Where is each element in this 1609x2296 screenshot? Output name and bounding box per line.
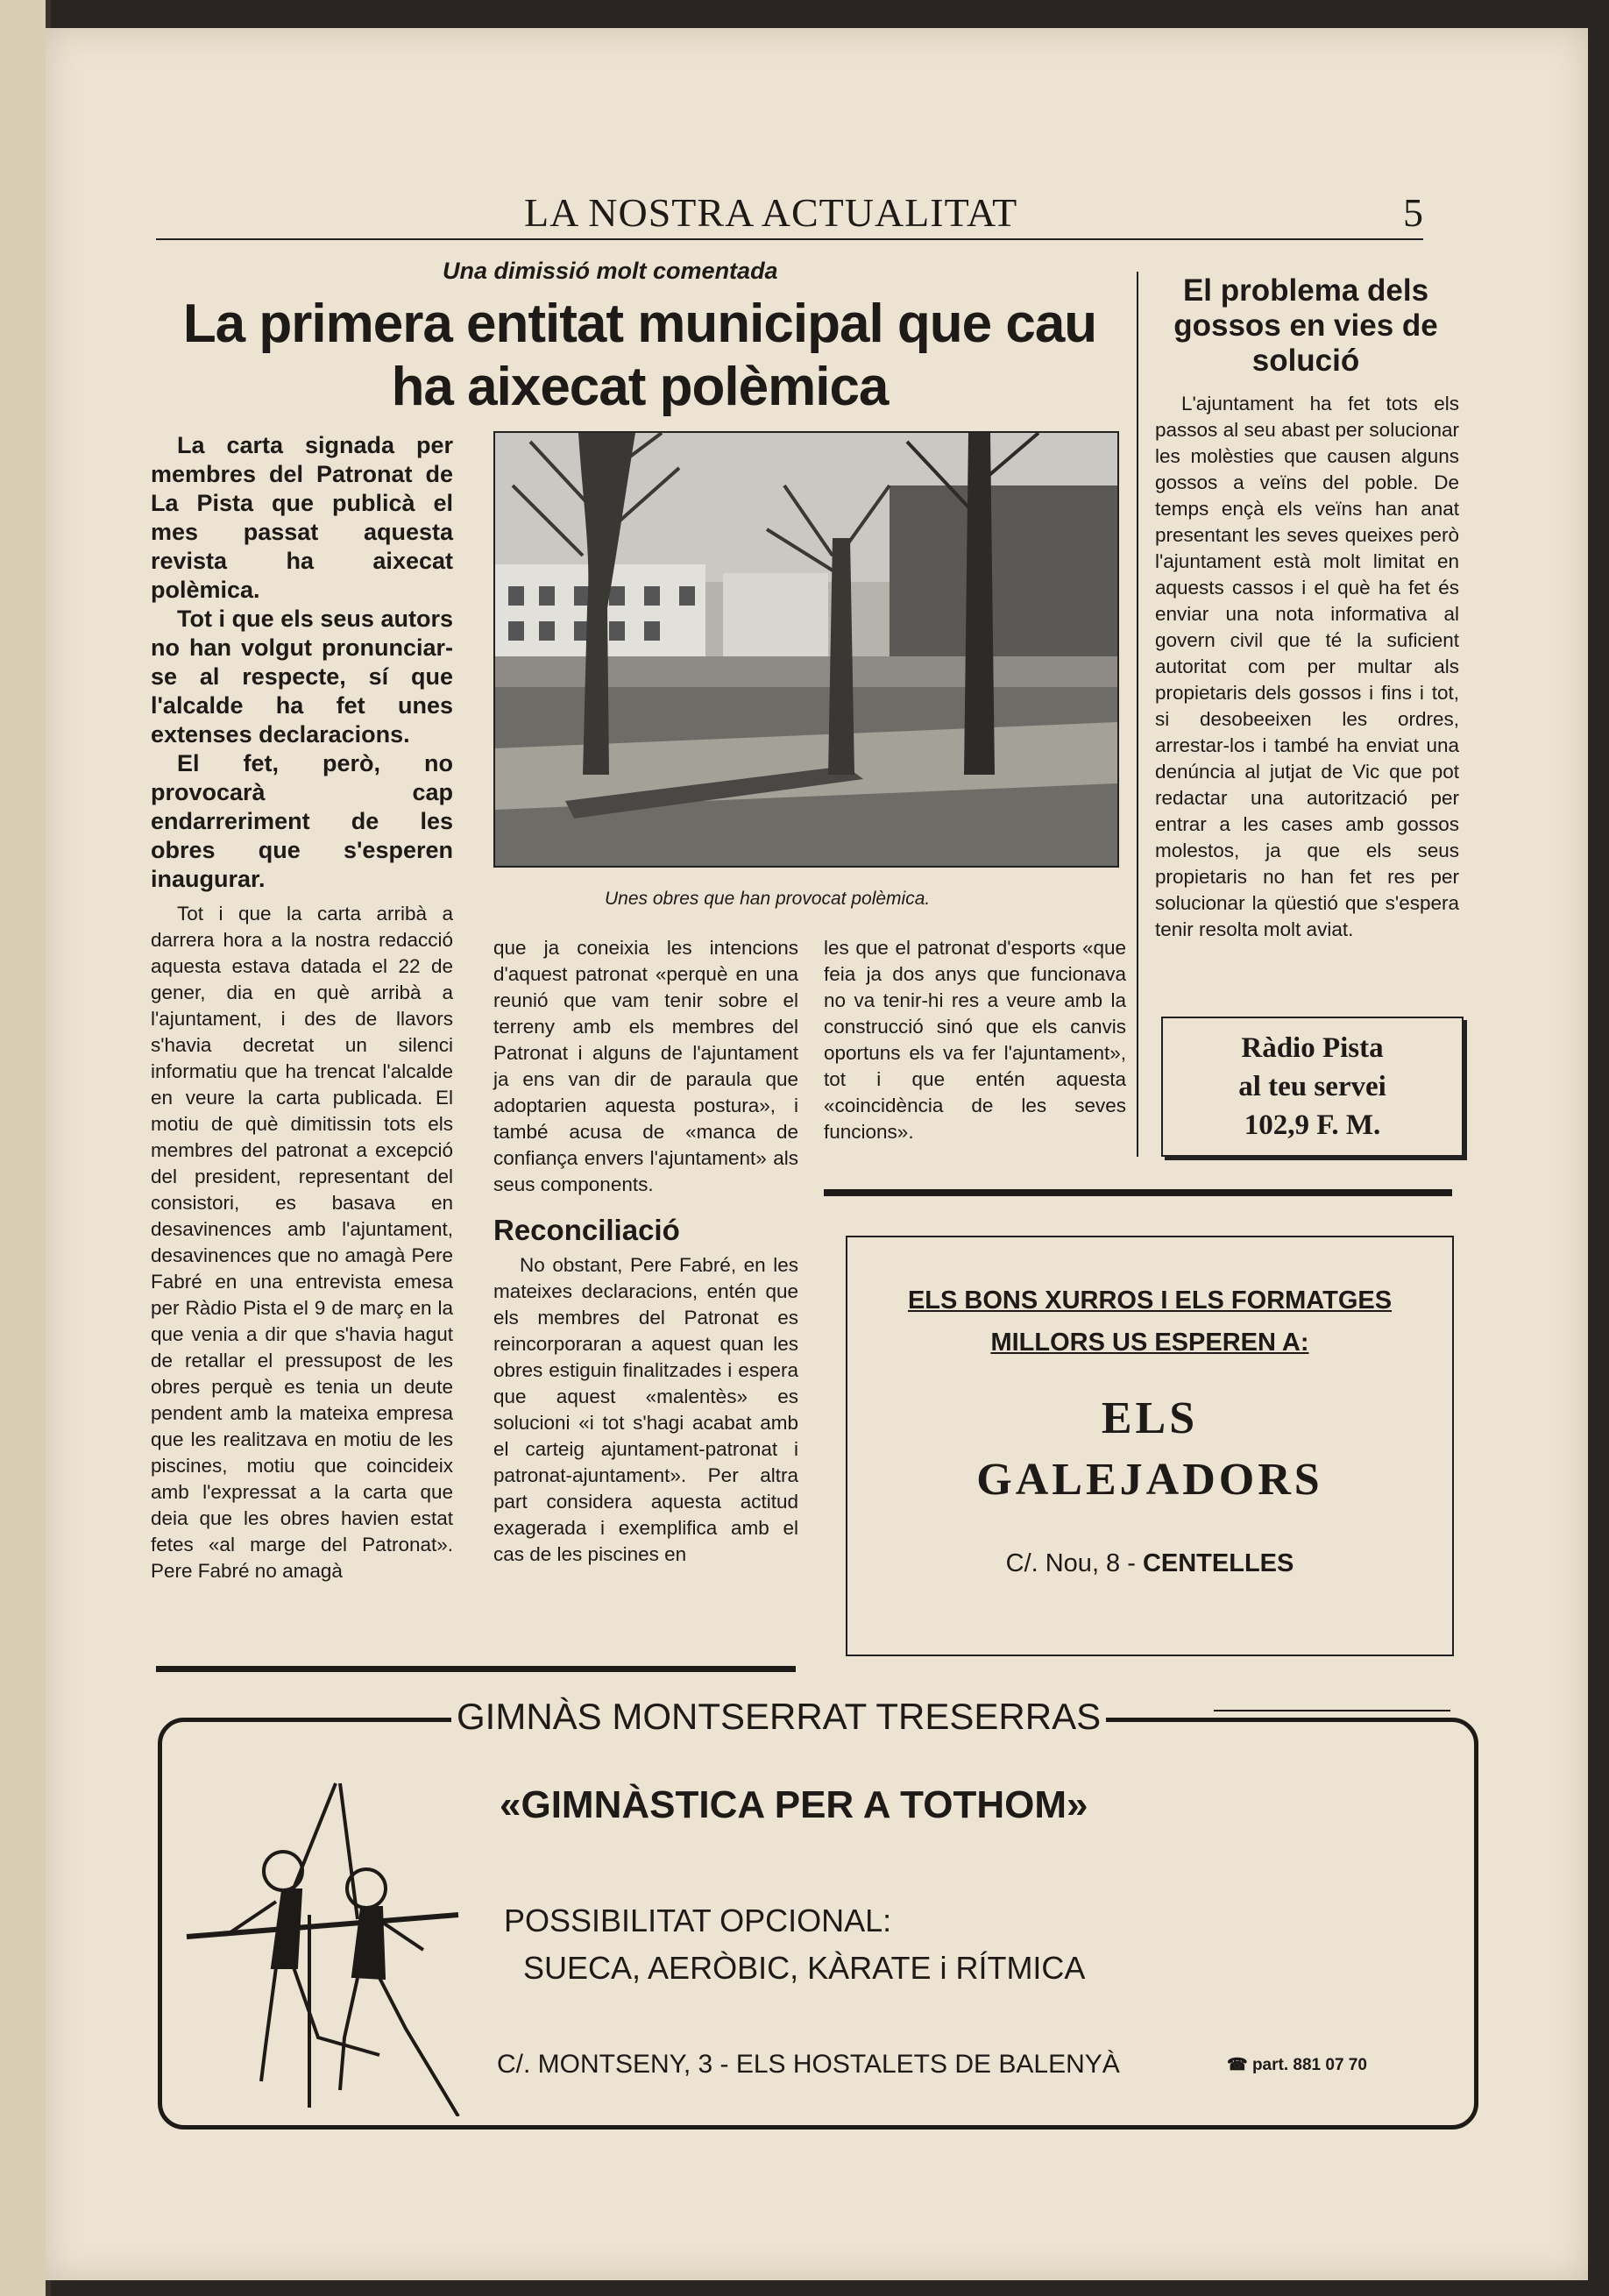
options-list: SUECA, AERÒBIC, KÀRATE i RÍTMICA [523,1950,1086,1986]
sidebar-article [1155,391,1459,943]
lead-paragraph: El fet, però, no provocarà cap endarreriment de les obres que s'esperen inaugurar. [151,750,453,892]
body-paragraph: L'ajuntament ha fet tots els passos al seu abast per solucionar les molèsties que causen alguns gossos a veïns del poble. De temps ençà els veïns han anat presentant les seves queixes però l'ajuntament està molt limitat en aquests cassos i el què ha fet és enviar una nota informativa al govern civil que té la suficient autoritat com per multar als propietaris dels gossos i fins i tot, si desobeeixen les ordres, arrestar-los i també ha enviat una denúncia al jutjat de Vic que pot redactar una autorització per entrar a les cases amb gossos molestos, ja que els seus propietaris no han fet res per solucionar la qüestió que s'espera tenir resolta molt aviat. [1155,393,1459,940]
body-paragraph: No obstant, Pere Fabré, en les mateixes declaracions, entén que els membres del Patronat es reincorporaran a aquest quan les obres estiguin finalitzades i espera que aquest «malentès» es solucioni «i tot s'hagi acabat amb el carteig ajuntament-patronat i patronat-ajuntament». Per altra part considera aquesta actitud exagerada i exemplifica amb el cas de les piscines en [493,1254,798,1565]
options-title: POSSIBILITAT OPCIONAL: [504,1903,892,1938]
section-subhead: Reconciliació [493,1214,680,1246]
radio-pista-ad [1161,1017,1464,1157]
ad-line: Ràdio Pista [1241,1032,1384,1064]
gym-phone [1227,2055,1367,2075]
lead-paragraph: La carta signada per membres del Patronat de La Pista que publicà el mes passat aquesta revista ha aixecat polèmica. [151,432,453,603]
page-header [156,186,1423,240]
gym-options [504,1897,1085,1992]
galejadors-ad [846,1236,1454,1656]
binding-gutter [0,0,51,2296]
gym-title: GIMNÀS MONTSERRAT TRESERRAS [451,1696,1106,1738]
ad-line: 102,9 F. M. [1244,1109,1381,1141]
ad-tagline [847,1279,1452,1364]
gym-address: C/. MONTSENY, 3 - ELS HOSTALETS DE BALENYÀ [497,2050,1120,2079]
construction-site-photo [495,433,1117,866]
telephone-icon: ☎ [1227,2056,1248,2074]
ad-line: ELS BONS XURROS I ELS FORMATGES [907,1286,1393,1315]
section-title: LA NOSTRA ACTUALITAT [524,190,1018,235]
body-paragraph: que ja coneixia les intencions d'aquest patronat «perquè en una reunió que vam tenir sobre el terreny amb els membres del Patronat i alguns de l'ajuntament ja ens van dir de paraula que adoptarien aquesta postura», i també acusa de «manca de confiança envers l'ajuntament» als seus components. [493,937,798,1195]
body-paragraph: Tot i que la carta arribà a darrera hora a la nostra redacció aquesta estava datada el 22 de gener, dia en què arribà a l'ajuntament, i des de llavors s'havia decretat un silenci informatiu que ha trencat l'alcalde en veure la carta publicada. El motiu de què dimitissin tots els membres del patronat a excepció del president, representant del consistori, es basava en desavinences amb l'ajuntament, desavinences que no amagà Pere Fabré en una entrevista emesa per Ràdio Pista el 9 de març en la que venia a dir que s'havia hagut de retallar el pressupost de les obres perquè es tenia un deute pendent amb la mateixa empresa que les realitzava en motiu de les piscines, motiu que coincideix amb l'expressat a la carta que deia que les obres havien estat fetes «al marge del Patronat». Pere Fabré no amagà [151,903,453,1582]
lead-paragraph: Tot i que els seus autors no han volgut pronunciar-se al respecte, sí que l'alcalde ha fet unes extenses declaracions. [151,606,453,748]
body-paragraph: les que el patronat d'esports «que feia ja dos anys que funcionava no va tenir-hi res a veure amb la construcció sinó que els canvis oportuns els va fer l'ajuntament», tot i que entén aquesta «coincidència de les seves funcions». [824,937,1126,1143]
article-photo [493,431,1119,868]
gym-ad [158,1696,1478,2129]
article-column-3 [824,935,1126,1145]
photo-caption: Unes obres que han provocat polèmica. [605,889,931,909]
shop-name [847,1388,1452,1511]
article-lead [151,431,453,894]
shop-address [847,1549,1452,1578]
sidebar-headline: El problema dels gossos en vies de solució [1173,273,1438,378]
ad-line: al teu servei [1238,1071,1386,1102]
column-divider [1137,272,1138,1157]
phone-number: part. 881 07 70 [1251,2056,1367,2074]
article-column-1 [151,901,453,1584]
article-kicker: Una dimissió molt comentada [443,258,778,284]
ad-line: GALEJADORS [976,1455,1323,1505]
article-column-2 [493,935,798,1568]
title-double-rule [1214,1710,1450,1720]
ad-line: ELS [1101,1393,1199,1443]
dancers-illustration [178,1748,485,2116]
gym-slogan: «GIMNÀSTICA PER A TOTHOM» [500,1783,1088,1826]
ad-line: MILLORS US ESPEREN A: [990,1329,1309,1357]
article-headline: La primera entitat municipal que cau ha aixecat polèmica [182,294,1097,417]
address-street: C/. Nou, 8 - [1005,1549,1143,1577]
address-town: CENTELLES [1142,1549,1294,1577]
section-rule [156,1666,796,1672]
section-rule [824,1189,1452,1196]
page-number: 5 [1403,190,1423,235]
